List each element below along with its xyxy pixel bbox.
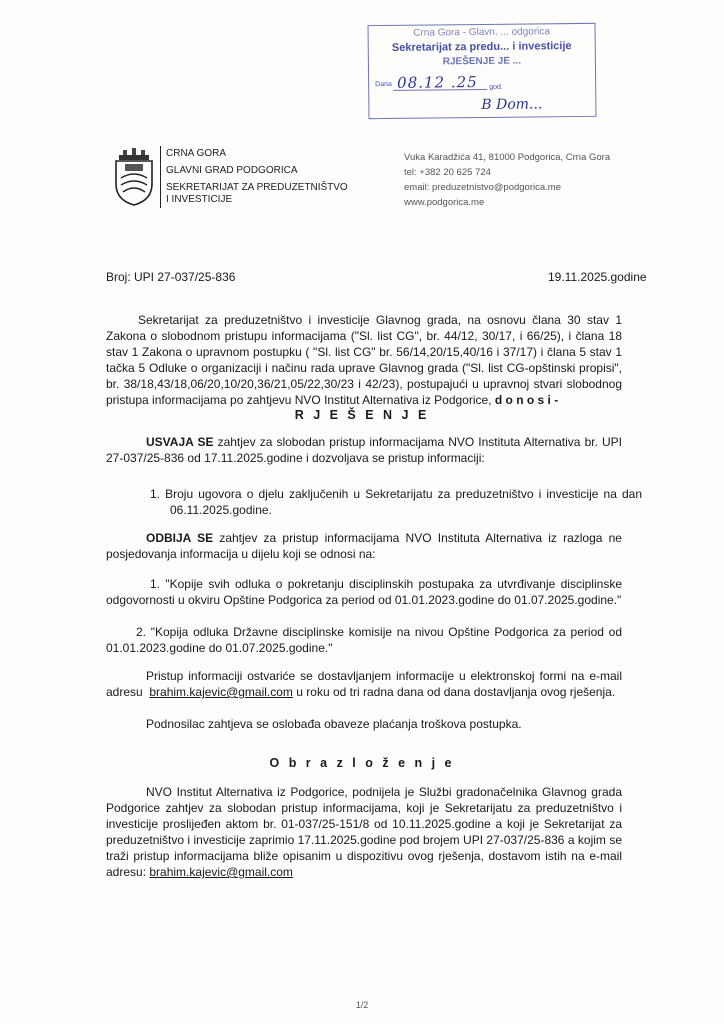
odbija-item-1: 1. "Kopije svih odluka o pokretanju disciplinskih postupaka za utvrđivanje disciplinske odgovornosti u okviru Opštine Podgorica za period od 01.01.2023.godine do 01.07.2025.godine." [106,577,622,607]
contact-block [404,150,610,210]
pristup-text-pre: Pristup informaciji ostvariće se dostavljanjem informacije u elektronskoj formi na e-mail adresu [106,669,622,699]
usvaja-bold: USVAJA SE [146,435,214,449]
obrazlozenje-paragraph [106,784,622,880]
usvaja-item: 1. Broju ugovora o djelu zaključenih u Sekretarijatu za preduzetništvo i investicije na dan 06.11.2025.godine. [150,487,642,517]
received-stamp [368,23,597,119]
intro-text: Sekretarijat za preduzetništvo i investicije Glavnog grada, na osnovu člana 30 stav 1 Zakona o slobodnom pristupu informacijama ("Sl. list CG", br. 44/12, 30/17, i 66/25), i člana 18 stav 1 Zakona o upravnom postupku ( "Sl. list CG" br. 56/14,20/15,40/16 i 37/17) i člana 5 stav 1 tačka 5 Odluke o organizaciji i načinu rada uprave Glavnog grada ("Sl. list CG-opštinski propisi", br. 38/18,43/18,06/20,10/20,36/21,05/22,30/23 i 42/23), postupajući u upravnoj stvari slobodnog pristupa informacijama po zahtjevu NVO Institut Alternativa iz Podgorice, [106,313,622,407]
stamp-line-3: RJEŠENJE JE ... [442,55,522,68]
usvaja-text: zahtjev za slobodan pristup informacijama NVO Instituta Alternativa br. UPI 27-037/25-836 od 17.11.2025.godine i dozvoljava se pristup informaciji: [106,435,623,465]
document-number: Broj: UPI 27-037/25-836 [106,270,236,284]
obrazlozenje-title: O b r a z l o ž e n j e [269,756,455,770]
org-line: GLAVNI GRAD PODGORICA [166,165,298,176]
contact-address: Vuka Karadžića 41, 81000 Podgorica, Crna Gora [404,152,611,163]
obrazlozenje-text: NVO Institut Alternativa iz Podgorice, podnijela je Službi gradonačelnika Glavnog grada Podgorice zahtjev za slobodan pristup informacijama, koji je Sekretarijatu za preduzetništvo i investicije proslijeđen aktom br. 01-037/25-151/8 od 10.11.2025.godine a koji je Sekretarijat za preduzetništvo i investicije zaprimio 17.11.2025.godine pod brojem UPI 27-037/25-836 a kojim se traži pristup informacijama bliže opisanim u dispozitivu ovog rješenja, dostavom istih na e-mail adresu: [106,785,622,879]
organization-block [166,148,348,206]
podgorica-crest-icon [113,148,155,206]
obrazlozenje-email-link[interactable]: brahim.kajevic@gmail.com [149,865,293,879]
pristup-text-post: u roku od tri radna dana od dana dostavljanja ovog rješenja. [292,685,616,699]
email-link[interactable]: brahim.kajevic@gmail.com [149,685,293,699]
stamp-handwritten-date: 08.12 .25 [397,73,478,92]
odbija-paragraph [106,530,622,562]
stamp-god-label: god. [489,83,503,91]
podnosilac-paragraph: Podnosilac zahtjeva se oslobađa obaveze plaćanja troškova postupka. [146,717,522,731]
stamp-dana-label: Dana [375,80,392,89]
contact-website: www.podgorica.me [404,197,485,208]
document-date: 19.11.2025.godine [548,270,647,284]
stamp-signature: B Dom... [481,96,543,114]
intro-paragraph [106,312,622,408]
contact-email: email: preduzetnistvo@podgorica.me [404,182,561,193]
org-line: CRNA GORA [166,148,227,159]
usvaja-paragraph [106,434,622,466]
pristup-paragraph [106,668,622,700]
stamp-line-1: Crna Gora - Glavn. ... odgorica [413,26,551,39]
page-number: 1/2 [355,1000,369,1010]
odbija-bold: ODBIJA SE [146,531,214,545]
header-divider [160,146,161,208]
contact-phone: tel: +382 20 625 724 [404,167,491,178]
stamp-line-2: Sekretarijat za predu... i investicije [391,40,572,54]
donosi-word: d o n o s i - [494,393,559,407]
org-line: SEKRETARIJAT ZA PREDUZETNIŠTVO [166,182,348,193]
odbija-text: zahtjev za pristup informacijama NVO Instituta Alternativa iz razloga ne posjedovanja informacija u dijelu koji se odnosi na: [106,531,622,561]
odbija-item-2: 2. "Kopija odluka Državne disciplinske komisije na nivou Opštine Podgorica za period od 01.01.2023.godine do 01.07.2025.godine." [106,625,622,655]
rjesenje-title: R J E Š E N J E [294,408,430,422]
org-line: I INVESTICIJE [166,194,233,205]
